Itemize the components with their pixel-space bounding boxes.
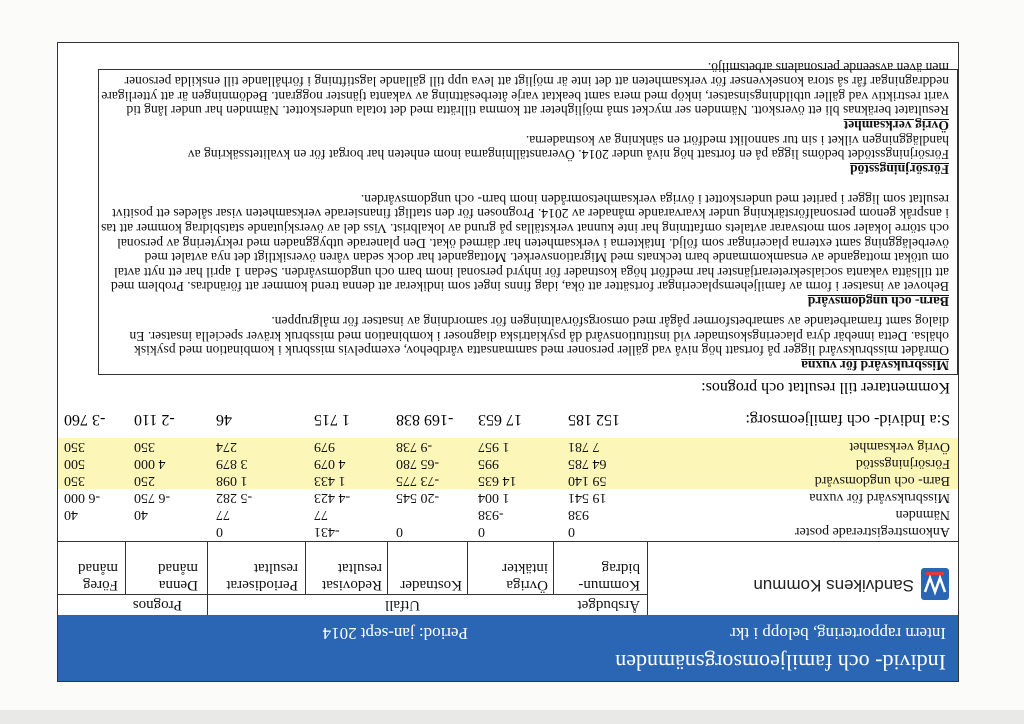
- column-divider: [387, 542, 388, 595]
- report-banner: [58, 615, 958, 681]
- table-row: Försörjningsstöd 64 785 995 -65 780 4 079 3 879 4 000 500: [58, 455, 958, 472]
- section-ovrig-verksamhet: [101, 59, 949, 132]
- table-header-rule: [58, 541, 958, 542]
- section-body: Resultatet beräknas bli ett överskott. Nämnden ser mycket små möjligheter att komma tillrätta med det totala underskottet. Nämnden har under lång tid varit restriktiv vad gäller utbildningsinsatser, inköp med mera samt beaktat varje återbesättning av vakanta tjänster noggrant. Bedömningen är att ytterligare neddragningar får så stora konsekvenser för verksamheten att det inte är möjligt att leva upp till gällande lagstiftning i förhållande till enskilda personer men även avseende personalens arbetsmiljö.: [101, 59, 949, 119]
- section-body: Behovet av insatser i form av familjehemsplaceringar fortsätter att öka, idag finns inget som indikerar att denna trend kommer att förändras. Problem med att tillsätta vakanta socialsekreterartjänster har medfört höga kostnader för inhyrd personal inom barn och ungdomsvården. Sedan 1 april har ett nytt avtal om utökat mottagande av ensamkommande barn tecknats med Migrationsverket. Mottagandet har dock sedan våren översiktligt det nya avtalet med överbeläggning samt externa placeringar som följd. Intäkterna i verksamheten har därmed ökat. Den planerade utbyggnaden med rekrytering av personal och större lokaler som motsvarar avtalets omfattning har inte kunnat verkställas på grund av lokalbrist. Viss del av överskjutande statsbidrag kommer att tas i anspråk genom personalförstärkning under kvarvarande månader av 2014. Prognosen för den statligt finansierade verksamheten visar således ett positivt resultat som ligger i paritet med underskottet i övriga verksamhetsområden inom barn- och ungdomsvården.: [101, 191, 949, 295]
- section-title: Försörjningsstöd: [850, 162, 949, 177]
- report-period: Period: jan-sept 2014: [322, 624, 468, 643]
- section-title: Missbruksvård för vuxna: [801, 358, 949, 373]
- col-header-redovisat-resultat: Redovisat resultat: [322, 560, 382, 593]
- col-header-ovriga-intakter: Övriga intäkter: [502, 560, 548, 593]
- comments-box: [98, 59, 958, 375]
- col-header-kommunbidrag: Kommun- bidrag: [578, 560, 640, 593]
- table-row: Barn- och ungdomsvård 59 140 14 635 -73 775 1 433 1 098 250 350: [58, 472, 958, 489]
- scanner-edge: [0, 710, 1024, 724]
- table-row: Missbruksvård för vuxna 19 541 1 004 -20 545 -4 423 -5 282 -6 750 -6 000: [64, 490, 950, 505]
- column-divider: [647, 542, 648, 615]
- column-divider: [207, 542, 208, 615]
- col-header-kostnader: Kostnader: [400, 577, 462, 593]
- column-divider: [467, 542, 468, 595]
- column-divider: [125, 542, 126, 595]
- sandviken-logo: [920, 567, 950, 601]
- section-body: Området missbruksvård ligger på fortsatt hög nivå vad gäller personer med sammansatta vårdbehov, exempelvis missbruk i kombination med psykisk ohälsa. Detta innebär dyra placeringskostnader vid institutionsvård då psykiatriska diagnoser i kombination med missbruk kräver speciella insatser. En dialog samt framarbetande av samarbetsformer pågår med omsorgsförvaltningen för samordning av insatser för målgruppen.: [129, 314, 949, 359]
- total-row: S:a Individ- och familjeomsorg: 152 185 17 653 -169 838 1 715 46 -2 110 -3 760: [64, 411, 950, 428]
- report-subtitle: Intern rapportering, belopp i tkr: [730, 624, 946, 643]
- table-row: Ankomstregistrerade poster 0 0 0 -431 0: [216, 524, 950, 539]
- table-row: Övrig verksamhet 7 781 1 957 -9 738 979 274 350 350: [58, 438, 958, 455]
- table-row: Nämnden 938 -938 77 77 40 40: [64, 507, 950, 522]
- col-header-denna-manad: Denna månad: [158, 560, 198, 593]
- comments-heading: Kommentarer till resultat och prognos:: [701, 379, 950, 396]
- column-divider: [305, 542, 306, 595]
- section-title: Övrig verksamhet: [843, 118, 949, 133]
- section-body: Försörjningsstödet bedöms ligga på en fortsatt hög nivå under 2014. Överanställningarna inom enheten har borgat för en kvalitetssäkring av handläggningen vilket i sin tur sannolikt medfört en sänkning av kostnaderna.: [187, 132, 949, 163]
- col-header-foreg-manad: Föreg månad: [78, 560, 118, 593]
- header-divider: [58, 594, 648, 595]
- section-barn-ungdomsvard: [101, 191, 949, 308]
- column-divider: [553, 542, 554, 595]
- section-title: Barn- och ungdomsvård: [807, 294, 949, 309]
- group-header-utfall: Utfall: [385, 597, 420, 613]
- col-header-periodiserat-resultat: Periodiserat resultat: [226, 560, 298, 593]
- section-forsorjningsstod: [101, 132, 949, 176]
- report-page: [57, 42, 959, 682]
- group-header-prognos: Prognos: [132, 597, 182, 613]
- report-title: Individ- och familjeomsorgsnämnden: [615, 650, 946, 675]
- section-missbruksvard: [101, 314, 949, 372]
- organization-name: Sandvikens Kommun: [753, 576, 914, 595]
- group-header-arsbudget: Årsbudget: [577, 597, 640, 613]
